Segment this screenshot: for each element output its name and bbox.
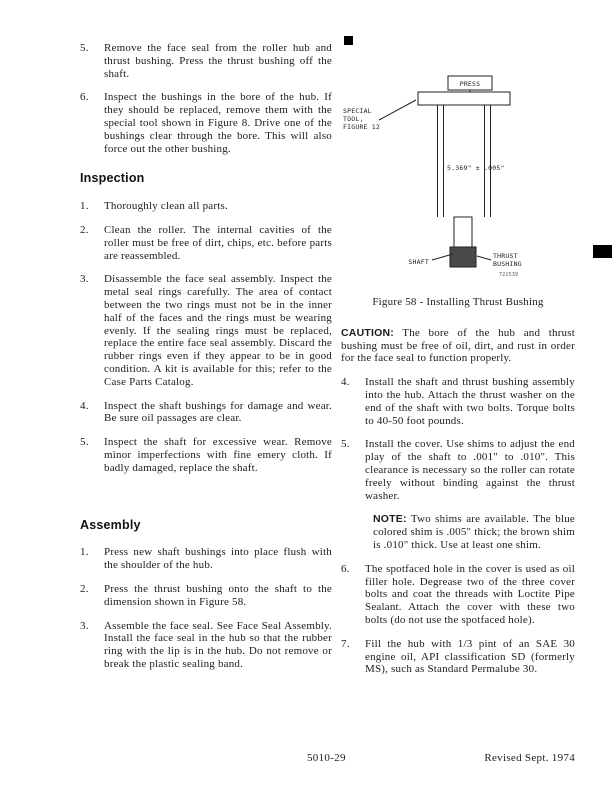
note-paragraph <box>373 513 575 551</box>
special-tool-leader-line <box>379 100 416 120</box>
item-number: 4. <box>341 376 350 389</box>
special-tool-label-line1: SPECIAL <box>343 107 372 115</box>
caution-label: CAUTION: <box>341 326 394 339</box>
item-text: Press new shaft bushings into place flush with the shoulder of the hub. <box>104 546 332 572</box>
section-heading-assembly: Assembly <box>80 517 141 532</box>
thrust-bushing-shape <box>450 247 476 267</box>
list-item <box>80 620 332 671</box>
dimension-label: 5.369" ± .005" <box>447 164 505 172</box>
item-number: 2. <box>80 223 89 236</box>
thrust-bushing-leader-line <box>477 256 491 260</box>
list-item <box>80 200 332 213</box>
list-item <box>80 436 332 474</box>
page-number: 5010-29 <box>307 752 346 764</box>
item-text: Press the thrust bushing onto the shaft to the dimension shown in Figure 58. <box>104 582 332 608</box>
list-item <box>80 91 332 155</box>
section-heading-inspection: Inspection <box>80 171 145 186</box>
item-number: 3. <box>80 619 89 632</box>
right-column <box>341 42 575 687</box>
item-number: 4. <box>80 399 89 412</box>
item-number: 5. <box>80 42 89 54</box>
thrust-bushing-label-line1: THRUST <box>493 252 518 260</box>
item-number: 7. <box>341 637 350 650</box>
list-item <box>341 438 575 502</box>
item-text: Inspect the bushings in the bore of the hub. If they should be replaced, remove them with the special tool shown in Figure 8. Drive one of the bushings clear through the bore. This will also force out the other bushing. <box>104 91 332 155</box>
item-text: Inspect the shaft bushings for damage and wear. Be sure oil passages are clear. <box>104 399 332 425</box>
item-number: 1. <box>80 546 89 559</box>
thrust-bushing-diagram <box>341 72 575 290</box>
list-item <box>341 638 575 676</box>
list-item <box>341 563 575 627</box>
special-tool-label-line3: FIGURE 12 <box>343 123 381 131</box>
item-number: 1. <box>80 200 89 213</box>
note-text: Two shims are available. The blue colored shim is .005" thick; the brown shim is .010" thick. Use at least one shim. <box>373 513 575 551</box>
item-number: 3. <box>80 273 89 286</box>
thrust-bushing-label-line2: BUSHING <box>493 260 522 268</box>
item-text: Disassemble the face seal assembly. Inspect the metal seal rings carefully. The area of contact between the two rings must not be in the inner half of the faces and the rings must be wearing evenly. If the sealing rings must be replaced, replace the entire face seal assembly. Discard the rubber rings even if they appear to be in good condition. A kit is available for this; refer to the Case Parts Catalog. <box>104 273 332 388</box>
item-text: Remove the face seal from the roller hub and thrust bushing. Press the thrust bushing off the shaft. <box>104 42 332 80</box>
item-number: 6. <box>80 91 89 104</box>
list-item <box>80 42 332 80</box>
item-text: Clean the roller. The internal cavities of the roller must be free of dirt, chips, etc. before parts are reassembled. <box>104 223 332 262</box>
note-label: NOTE: <box>373 513 407 526</box>
item-text: Inspect the shaft for excessive wear. Remove minor imperfections with fine emery cloth. If badly damaged, replace the shaft. <box>104 436 332 474</box>
list-item <box>80 224 332 262</box>
item-number: 6. <box>341 562 350 575</box>
item-text: Install the cover. Use shims to adjust the end play of the shaft to .001" to .010". This clearance is necessary so the roller can rotate freely without binding against the thrust washer. <box>365 438 575 502</box>
item-number: 5. <box>341 438 350 451</box>
shaft-shape <box>454 217 472 247</box>
item-text: Assemble the face seal. See Face Seal Assembly. Install the face seal in the hub so that the rubber ring with the lip is in the hub. Do not remove or break the plastic sealing band. <box>104 619 332 670</box>
figure-part-number: 721539 <box>499 272 519 278</box>
caution-paragraph <box>341 327 575 365</box>
caution-text: The bore of the hub and thrust bushing must be free of oil, dirt, and rust in order for the face seal to function properly. <box>341 326 575 365</box>
list-item <box>80 583 332 609</box>
figure-installing-thrust-bushing <box>341 72 575 309</box>
item-number: 5. <box>80 436 89 449</box>
revision-date: Revised Sept. 1974 <box>484 752 575 764</box>
shaft-label: SHAFT <box>408 258 429 266</box>
item-text: Fill the hub with 1/3 pint of an SAE 30 engine oil, API classification SD (formerly MS), such as Standard Permalube 30. <box>365 637 575 676</box>
special-tool-label-line2: TOOL, <box>343 115 364 123</box>
list-item <box>80 400 332 426</box>
special-tool-plate <box>418 92 510 105</box>
press-label: PRESS <box>459 80 481 88</box>
item-text: Install the shaft and thrust bushing assembly into the hub. Attach the thrust washer on the end of the shaft with two bolts. Torque bolts to 40-50 foot pounds. <box>365 376 575 427</box>
figure-caption: Figure 58 - Installing Thrust Bushing <box>372 296 544 308</box>
list-item <box>341 376 575 427</box>
item-text: The spotfaced hole in the cover is used as oil filler hole. Degrease two of the three cover bolts and coat the threads with Loctite Pipe Sealant. Attach the cover with these two bolts (do not use the spotfaced hole). <box>365 562 575 626</box>
list-item <box>80 546 332 572</box>
scan-artifact <box>593 245 612 258</box>
item-number: 2. <box>80 582 89 595</box>
item-text: Thoroughly clean all parts. <box>104 200 228 213</box>
left-column <box>80 42 332 682</box>
list-item <box>80 273 332 388</box>
